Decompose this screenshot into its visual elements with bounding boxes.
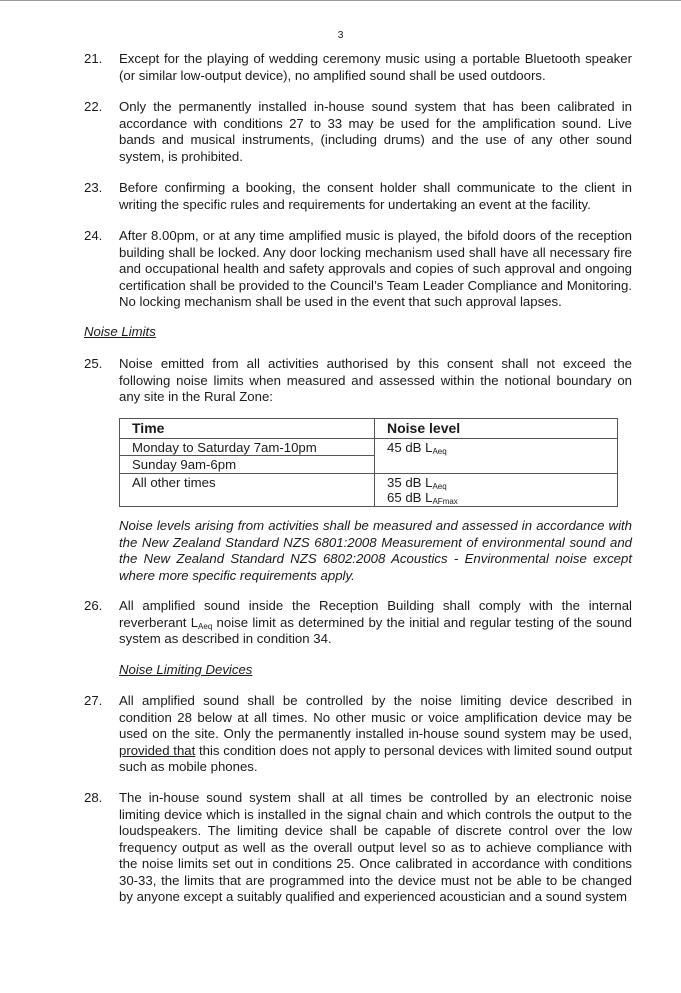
cell-time: Sunday 9am-6pm: [120, 456, 375, 474]
provided-that-underline: provided that: [119, 742, 196, 758]
clause-text: After 8.00pm, or at any time amplified music is played, the bifold doors of the reception building shall be locked. Any door locking mechanism used shall have all necessary fire and occupational health and safety approvals and copies of such approval and ongoing certification shall be provided to the Council’s Team Leader Compliance and Monitoring. No locking mechanism shall be used in the event that such approval lapses.: [119, 228, 632, 309]
header-noise-level: Noise level: [375, 419, 618, 439]
clause-text: All amplified sound shall be controlled by the noise limiting device described in condition 28 below at all times. No other music or voice amplification device may be used on the site. Only the permanently installed in-house sound system may be used, provided that this condition does not apply to personal devices with limited sound output such as mobile phones.: [119, 693, 633, 774]
table-header-row: [120, 419, 618, 439]
top-border-line: [0, 0, 681, 1]
clause-number: 26.: [84, 598, 103, 613]
header-time: Time: [120, 419, 375, 439]
clause-number: 25.: [84, 356, 103, 371]
heading-noise-limiting-devices: Noise Limiting Devices: [119, 662, 253, 677]
cell-time: All other times: [120, 473, 375, 506]
clause-text: Before confirming a booking, the consent holder shall communicate to the client in writing the specific rules and requirements for undertaking an event at the facility.: [119, 180, 632, 212]
clause-number: 22.: [84, 99, 103, 114]
clause-text: All amplified sound inside the Reception Building shall comply with the internal reverberant $L_{Aeq}$ noise limit as determined by the initial and regular testing of the sound system as described in condition 34.: [119, 598, 633, 646]
clause-text: The in-house sound system shall at all times be controlled by an electronic noise limiting device which is installed in the signal chain and which controls the output to the loudspeakers. The limiting device shall be capable of discrete control over the low frequency output as well as the overall output level so as to achieve compliance with the noise limits set out in conditions 25. Once calibrated in accordance with conditions 30-33, the limits that are programmed into the device must not be able to be changed by anyone except a suitably qualified and experienced acoustician and a sound system: [119, 790, 632, 904]
clause-number: 27.: [84, 693, 103, 708]
clause-number: 24.: [84, 228, 103, 243]
page-number: 3: [337, 29, 344, 41]
noise-limits-table: [119, 418, 618, 507]
cell-time: Monday to Saturday 7am-10pm: [120, 438, 375, 456]
table-row: [120, 438, 618, 456]
table-row: [120, 473, 618, 506]
clause-number: 23.: [84, 180, 103, 195]
clause-text: Only the permanently installed in-house sound system that has been calibrated in accordance with conditions 27 to 33 may be used for the amplification sound. Live bands and musical instruments, (including drums) and the use of any other sound system, is prohibited.: [119, 99, 632, 164]
clause-text: Noise emitted from all activities authorised by this consent shall not exceed the following noise limits when measured and assessed within the notional boundary on any site in the Rural Zone:: [119, 356, 632, 404]
cell-noise-level: 45 dB $L_{Aeq}$: [375, 438, 618, 473]
clause-number: 28.: [84, 790, 103, 805]
cell-noise-level: 35 dB $L_{Aeq}$ 65 dB $L_{AFmax}$: [375, 473, 618, 506]
heading-noise-limits: Noise Limits: [84, 324, 156, 339]
clause-number: 21.: [84, 51, 103, 66]
clause-text: Except for the playing of wedding ceremony music using a portable Bluetooth speaker (or similar low-output device), no amplified sound shall be used outdoors.: [119, 51, 632, 83]
noise-standard-note: Noise levels arising from activities shall be measured and assessed in accordance with the New Zealand Standard NZS 6801:2008 Measurement of environmental sound and the New Zealand Standard NZS 6802:2008 Acoustics - Environmental noise except where more specific requirements apply.: [119, 518, 632, 583]
